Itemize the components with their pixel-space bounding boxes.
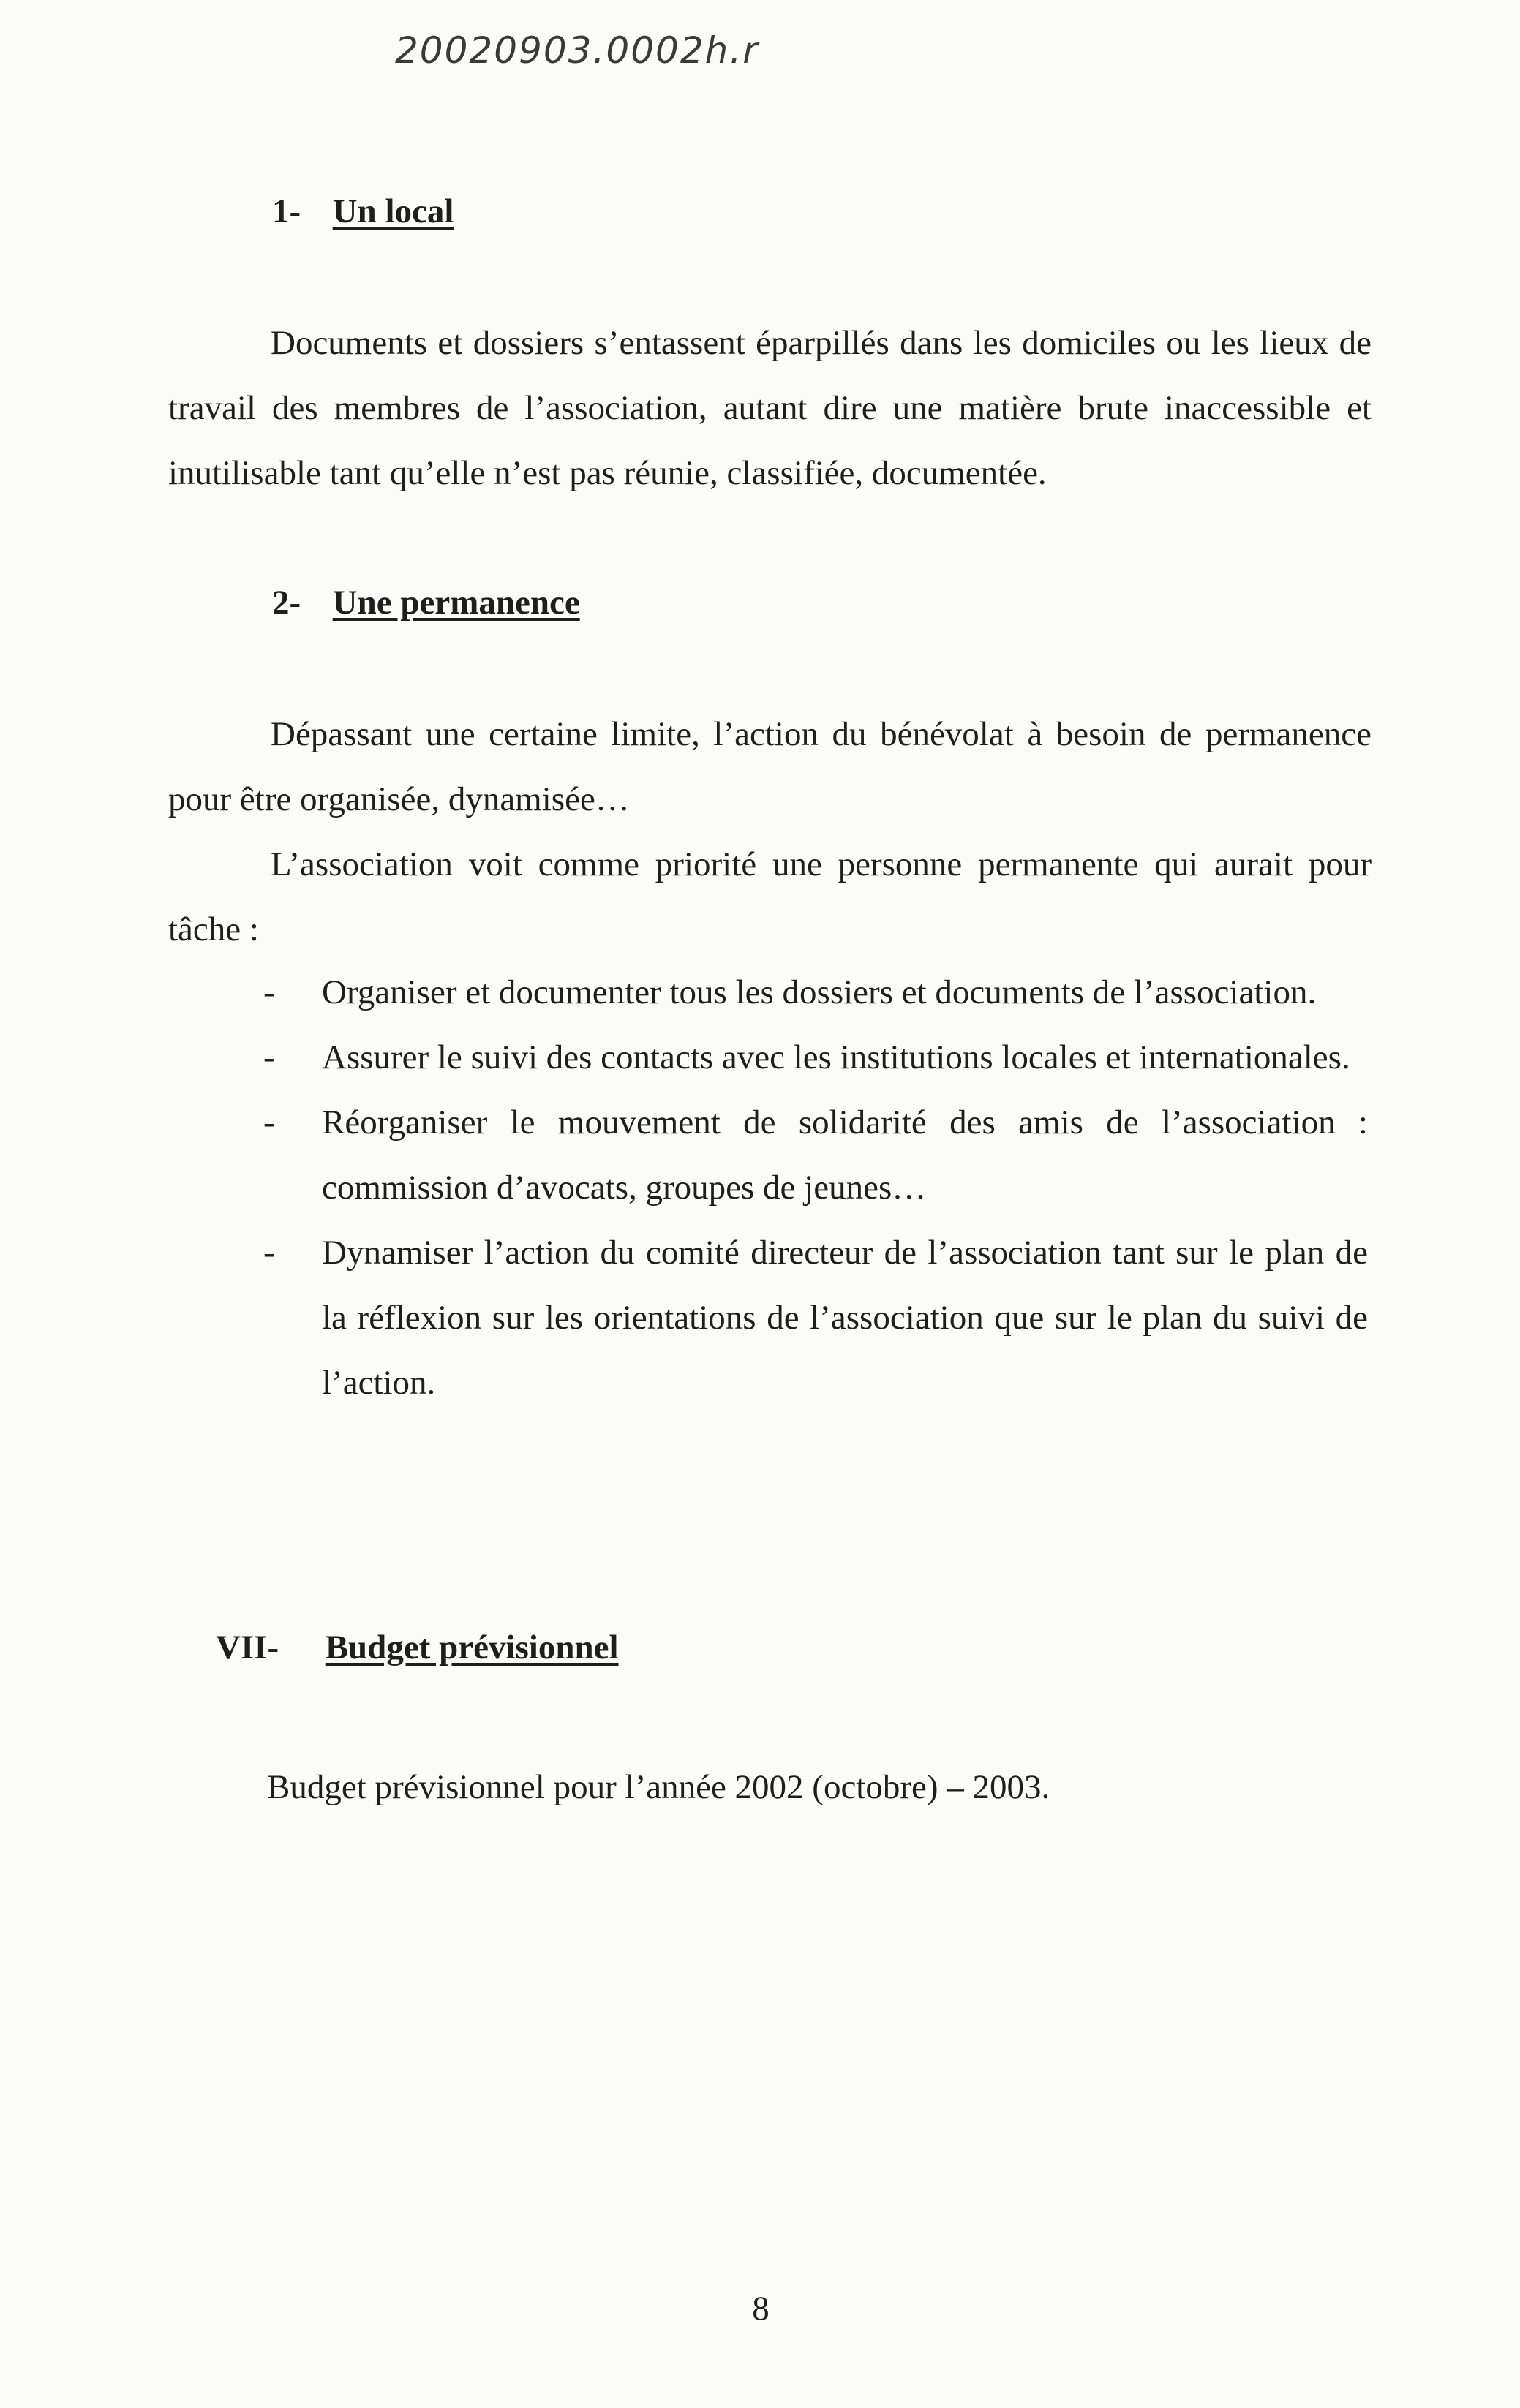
list-item [263, 1025, 1368, 1090]
permanence-paragraph-2: L’association voit comme priorité une personne permanente qui aurait pour tâche : [168, 845, 1372, 948]
bullet-dash: - [263, 1103, 275, 1141]
list-item-text: Organiser et documenter tous les dossiers et documents de l’association. [322, 973, 1317, 1011]
list-item-text: Assurer le suivi des contacts avec les institutions locales et internationales. [322, 1038, 1350, 1076]
bullet-dash: - [263, 973, 275, 1011]
bullet-dash: - [263, 1038, 275, 1076]
handwritten-reference: 20020903.0002h.r [395, 29, 759, 72]
section-title: Une permanence [332, 584, 580, 622]
task-list [263, 960, 1368, 1416]
permanence-paragraph-1: Dépassant une certaine limite, l’action du bénévolat à besoin de permanence pour être organisée, dynamisée… [168, 715, 1372, 818]
list-item-text: Réorganiser le mouvement de solidarité des amis de l’association : commission d’avocats, groupes de jeunes… [322, 1103, 1368, 1207]
list-item [263, 960, 1368, 1025]
section-number: 1- [272, 192, 301, 230]
list-item [263, 1090, 1368, 1220]
section-number: 2- [272, 584, 301, 622]
local-paragraph: Documents et dossiers s’entassent éparpillés dans les domiciles ou les lieux de travail des membres de l’association, autant dire une matière brute inaccessible et inutilisable tant qu’elle n’est pas réunie, classifiée, documentée. [168, 324, 1372, 492]
list-item [263, 1220, 1368, 1416]
page-number: 8 [752, 2290, 770, 2328]
bullet-dash: - [263, 1234, 275, 1272]
budget-paragraph: Budget prévisionnel pour l’année 2002 (octobre) – 2003. [267, 1768, 1050, 1806]
list-item-text: Dynamiser l’action du comité directeur de l’association tant sur le plan de la réflexion sur les orientations de l’association que sur le plan du suivi de l’action. [322, 1234, 1368, 1402]
section-heading-budget [216, 1628, 619, 1667]
section-number: VII- [216, 1628, 279, 1667]
section-title: Un local [332, 192, 454, 230]
section-heading-local [272, 192, 454, 231]
section-title: Budget prévisionnel [325, 1628, 619, 1667]
section-heading-permanence [272, 583, 580, 622]
